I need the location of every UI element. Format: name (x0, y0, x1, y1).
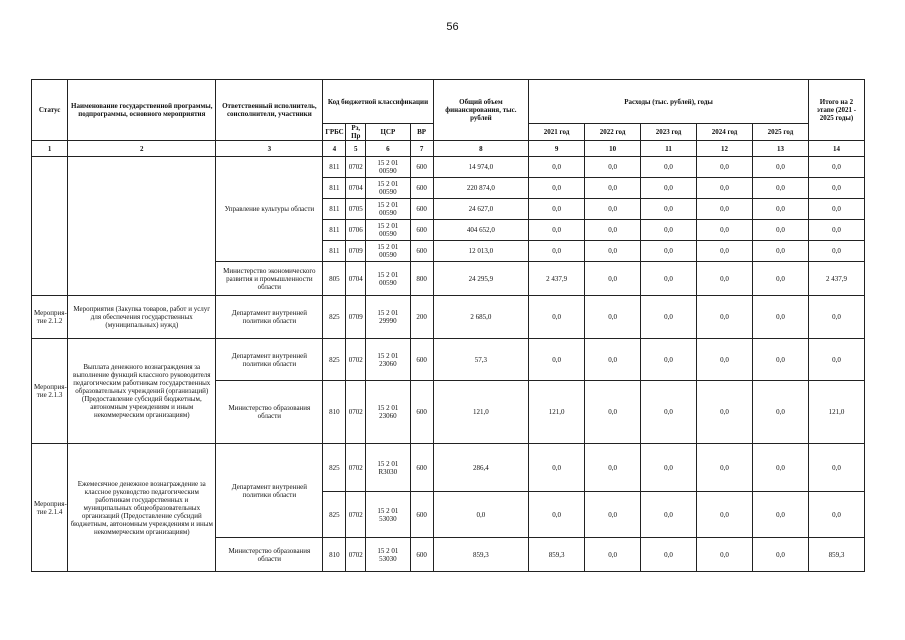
year-cell: 0,0 (585, 220, 641, 241)
measure-name: Ежемесячное денежное вознаграждение за классное руководство педагогическим работникам государственных и муниципальных общеобразовательных организаций (Предоставление субсидий бюджетным, автономным учреждениям и иным некоммерческим организациям) (68, 444, 216, 572)
measure-status: Мероприя-тие 2.1.2 (32, 296, 68, 339)
rzpr-cell: 0706 (346, 220, 366, 241)
year-cell: 0,0 (529, 241, 585, 262)
rzpr-cell: 0702 (346, 381, 366, 444)
measure-status: Мероприя-тие 2.1.3 (32, 339, 68, 444)
header-budget-code: Код бюджетной классификации (323, 80, 433, 124)
year-cell: 0,0 (641, 199, 697, 220)
total-cell: 2 685,0 (433, 296, 528, 339)
csr-cell: 15 2 01 00590 (366, 241, 410, 262)
year-cell: 121,0 (529, 381, 585, 444)
year-cell: 0,0 (697, 492, 753, 538)
rzpr-cell: 0709 (346, 241, 366, 262)
col-number: 5 (346, 141, 366, 157)
year-cell: 0,0 (697, 220, 753, 241)
total-cell: 24 627,0 (433, 199, 528, 220)
year-cell: 0,0 (585, 199, 641, 220)
sum-cell: 0,0 (808, 220, 864, 241)
total-cell: 14 974,0 (433, 157, 528, 178)
year-cell: 0,0 (752, 492, 808, 538)
grbs-cell: 825 (323, 444, 346, 492)
year-cell: 0,0 (697, 296, 753, 339)
executor-cell: Департамент внутренней политики области (216, 444, 323, 538)
header-csr: ЦСР (366, 124, 410, 141)
csr-cell: 15 2 01 29990 (366, 296, 410, 339)
grbs-cell: 811 (323, 178, 346, 199)
header-year-2024: 2024 год (697, 124, 753, 141)
year-cell: 0,0 (585, 538, 641, 572)
year-cell: 0,0 (697, 339, 753, 381)
year-cell: 0,0 (697, 178, 753, 199)
csr-cell: 15 2 01 00590 (366, 262, 410, 296)
year-cell: 0,0 (641, 444, 697, 492)
header-year-2025: 2025 год (752, 124, 808, 141)
year-cell: 0,0 (529, 199, 585, 220)
csr-cell: 15 2 01 53030 (366, 538, 410, 572)
measure-name: Выплата денежного вознаграждения за выполнение функций классного руководителя педагогическим работникам государственных образовательных учреждений (организаций) (Предоставление субсидий бюджетным, автономным учреждениям и иным некоммерческим организациям) (68, 339, 216, 444)
year-cell: 0,0 (697, 157, 753, 178)
sum-cell: 0,0 (808, 492, 864, 538)
year-cell: 0,0 (752, 199, 808, 220)
table-row (32, 444, 865, 492)
vr-cell: 600 (410, 199, 433, 220)
year-cell: 0,0 (641, 262, 697, 296)
year-cell: 0,0 (585, 178, 641, 199)
col-number: 12 (697, 141, 753, 157)
col-number: 8 (433, 141, 528, 157)
year-cell: 0,0 (752, 444, 808, 492)
sum-cell: 0,0 (808, 178, 864, 199)
executor-cell: Департамент внутренней политики области (216, 339, 323, 381)
rzpr-cell: 0704 (346, 178, 366, 199)
sum-cell: 0,0 (808, 157, 864, 178)
year-cell: 0,0 (641, 492, 697, 538)
table-row (32, 157, 865, 178)
col-number: 4 (323, 141, 346, 157)
total-cell: 859,3 (433, 538, 528, 572)
year-cell: 0,0 (697, 538, 753, 572)
year-cell: 0,0 (529, 296, 585, 339)
total-cell: 121,0 (433, 381, 528, 444)
year-cell: 0,0 (752, 178, 808, 199)
col-number: 2 (68, 141, 216, 157)
grbs-cell: 825 (323, 339, 346, 381)
year-cell: 0,0 (641, 157, 697, 178)
vr-cell: 600 (410, 339, 433, 381)
grbs-cell: 810 (323, 538, 346, 572)
year-cell: 0,0 (697, 444, 753, 492)
vr-cell: 600 (410, 178, 433, 199)
sum-cell: 0,0 (808, 199, 864, 220)
header-total-volume: Общий объем финансирования, тыс. рублей (433, 80, 528, 141)
vr-cell: 600 (410, 157, 433, 178)
rzpr-cell: 0709 (346, 296, 366, 339)
csr-cell: 15 2 01 00590 (366, 220, 410, 241)
total-cell: 220 874,0 (433, 178, 528, 199)
year-cell: 0,0 (697, 262, 753, 296)
rzpr-cell: 0704 (346, 262, 366, 296)
rzpr-cell: 0705 (346, 199, 366, 220)
executor-cell: Министерство экономического развития и промышленности области (216, 262, 323, 296)
sum-cell: 859,3 (808, 538, 864, 572)
header-executor: Ответственный исполнитель, соисполнители, участники (216, 80, 323, 141)
vr-cell: 600 (410, 241, 433, 262)
executor-cell: Министерство образования области (216, 538, 323, 572)
year-cell: 0,0 (752, 381, 808, 444)
header-year-2022: 2022 год (585, 124, 641, 141)
header-status: Статус (32, 80, 68, 141)
csr-cell: 15 2 01 53030 (366, 492, 410, 538)
year-cell: 0,0 (641, 296, 697, 339)
vr-cell: 600 (410, 492, 433, 538)
col-number: 7 (410, 141, 433, 157)
col-number: 11 (641, 141, 697, 157)
header-year-2021: 2021 год (529, 124, 585, 141)
rzpr-cell: 0702 (346, 157, 366, 178)
page-number: 56 (446, 21, 459, 33)
year-cell: 0,0 (585, 262, 641, 296)
col-number: 6 (366, 141, 410, 157)
year-cell: 0,0 (641, 339, 697, 381)
grbs-cell: 805 (323, 262, 346, 296)
year-cell: 0,0 (529, 178, 585, 199)
year-cell: 0,0 (752, 262, 808, 296)
sum-cell: 2 437,9 (808, 262, 864, 296)
col-number: 9 (529, 141, 585, 157)
total-cell: 0,0 (433, 492, 528, 538)
year-cell: 0,0 (585, 381, 641, 444)
vr-cell: 600 (410, 381, 433, 444)
status-cell-empty (32, 157, 68, 296)
year-cell: 0,0 (529, 157, 585, 178)
year-cell: 0,0 (585, 157, 641, 178)
total-cell: 24 295,9 (433, 262, 528, 296)
year-cell: 0,0 (641, 241, 697, 262)
table-row (32, 296, 865, 339)
year-cell: 0,0 (752, 296, 808, 339)
header-rzpr: Рз, Пр (346, 124, 366, 141)
rzpr-cell: 0702 (346, 444, 366, 492)
vr-cell: 600 (410, 538, 433, 572)
vr-cell: 600 (410, 444, 433, 492)
year-cell: 0,0 (641, 381, 697, 444)
executor-cell: Министерство образования области (216, 381, 323, 444)
year-cell: 0,0 (641, 220, 697, 241)
header-vr: ВР (410, 124, 433, 141)
csr-cell: 15 2 01 R3030 (366, 444, 410, 492)
year-cell: 859,3 (529, 538, 585, 572)
year-cell: 0,0 (529, 220, 585, 241)
header-expenses: Расходы (тыс. рублей), годы (529, 80, 809, 124)
csr-cell: 15 2 01 23060 (366, 381, 410, 444)
sum-cell: 0,0 (808, 339, 864, 381)
grbs-cell: 811 (323, 157, 346, 178)
rzpr-cell: 0702 (346, 339, 366, 381)
measure-status: Мероприя-тие 2.1.4 (32, 444, 68, 572)
csr-cell: 15 2 01 00590 (366, 199, 410, 220)
header-grbs: ГРБС (323, 124, 346, 141)
table-row (32, 339, 865, 381)
year-cell: 2 437,9 (529, 262, 585, 296)
budget-table (31, 79, 865, 572)
total-cell: 404 652,0 (433, 220, 528, 241)
year-cell: 0,0 (752, 538, 808, 572)
year-cell: 0,0 (641, 178, 697, 199)
grbs-cell: 810 (323, 381, 346, 444)
header-program-name: Наименование государственной программы, подпрограммы, основного мероприятия (68, 80, 216, 141)
total-cell: 286,4 (433, 444, 528, 492)
csr-cell: 15 2 01 23060 (366, 339, 410, 381)
grbs-cell: 811 (323, 220, 346, 241)
year-cell: 0,0 (529, 444, 585, 492)
year-cell: 0,0 (585, 296, 641, 339)
executor-cell: Управление культуры области (216, 157, 323, 262)
vr-cell: 800 (410, 262, 433, 296)
year-cell: 0,0 (752, 220, 808, 241)
total-cell: 12 013,0 (433, 241, 528, 262)
col-number: 13 (752, 141, 808, 157)
year-cell: 0,0 (697, 381, 753, 444)
year-cell: 0,0 (585, 492, 641, 538)
sum-cell: 0,0 (808, 296, 864, 339)
rzpr-cell: 0702 (346, 538, 366, 572)
col-number: 14 (808, 141, 864, 157)
header-year-2023: 2023 год (641, 124, 697, 141)
grbs-cell: 811 (323, 241, 346, 262)
vr-cell: 600 (410, 220, 433, 241)
rzpr-cell: 0702 (346, 492, 366, 538)
year-cell: 0,0 (752, 339, 808, 381)
header-stage-total: Итого на 2 этапе (2021 - 2025 годы) (808, 80, 864, 141)
year-cell: 0,0 (529, 492, 585, 538)
program-cell-empty (68, 157, 216, 296)
col-number: 10 (585, 141, 641, 157)
measure-name: Мероприятия (Закупка товаров, работ и услуг для обеспечения государственных (муниципальных) нужд) (68, 296, 216, 339)
year-cell: 0,0 (585, 241, 641, 262)
year-cell: 0,0 (697, 199, 753, 220)
sum-cell: 0,0 (808, 444, 864, 492)
csr-cell: 15 2 01 00590 (366, 178, 410, 199)
csr-cell: 15 2 01 00590 (366, 157, 410, 178)
col-number: 1 (32, 141, 68, 157)
grbs-cell: 811 (323, 199, 346, 220)
year-cell: 0,0 (697, 241, 753, 262)
total-cell: 57,3 (433, 339, 528, 381)
year-cell: 0,0 (752, 157, 808, 178)
grbs-cell: 825 (323, 492, 346, 538)
year-cell: 0,0 (641, 538, 697, 572)
year-cell: 0,0 (585, 339, 641, 381)
grbs-cell: 825 (323, 296, 346, 339)
year-cell: 0,0 (585, 444, 641, 492)
executor-cell: Департамент внутренней политики области (216, 296, 323, 339)
year-cell: 0,0 (529, 339, 585, 381)
sum-cell: 121,0 (808, 381, 864, 444)
col-number: 3 (216, 141, 323, 157)
sum-cell: 0,0 (808, 241, 864, 262)
year-cell: 0,0 (752, 241, 808, 262)
vr-cell: 200 (410, 296, 433, 339)
